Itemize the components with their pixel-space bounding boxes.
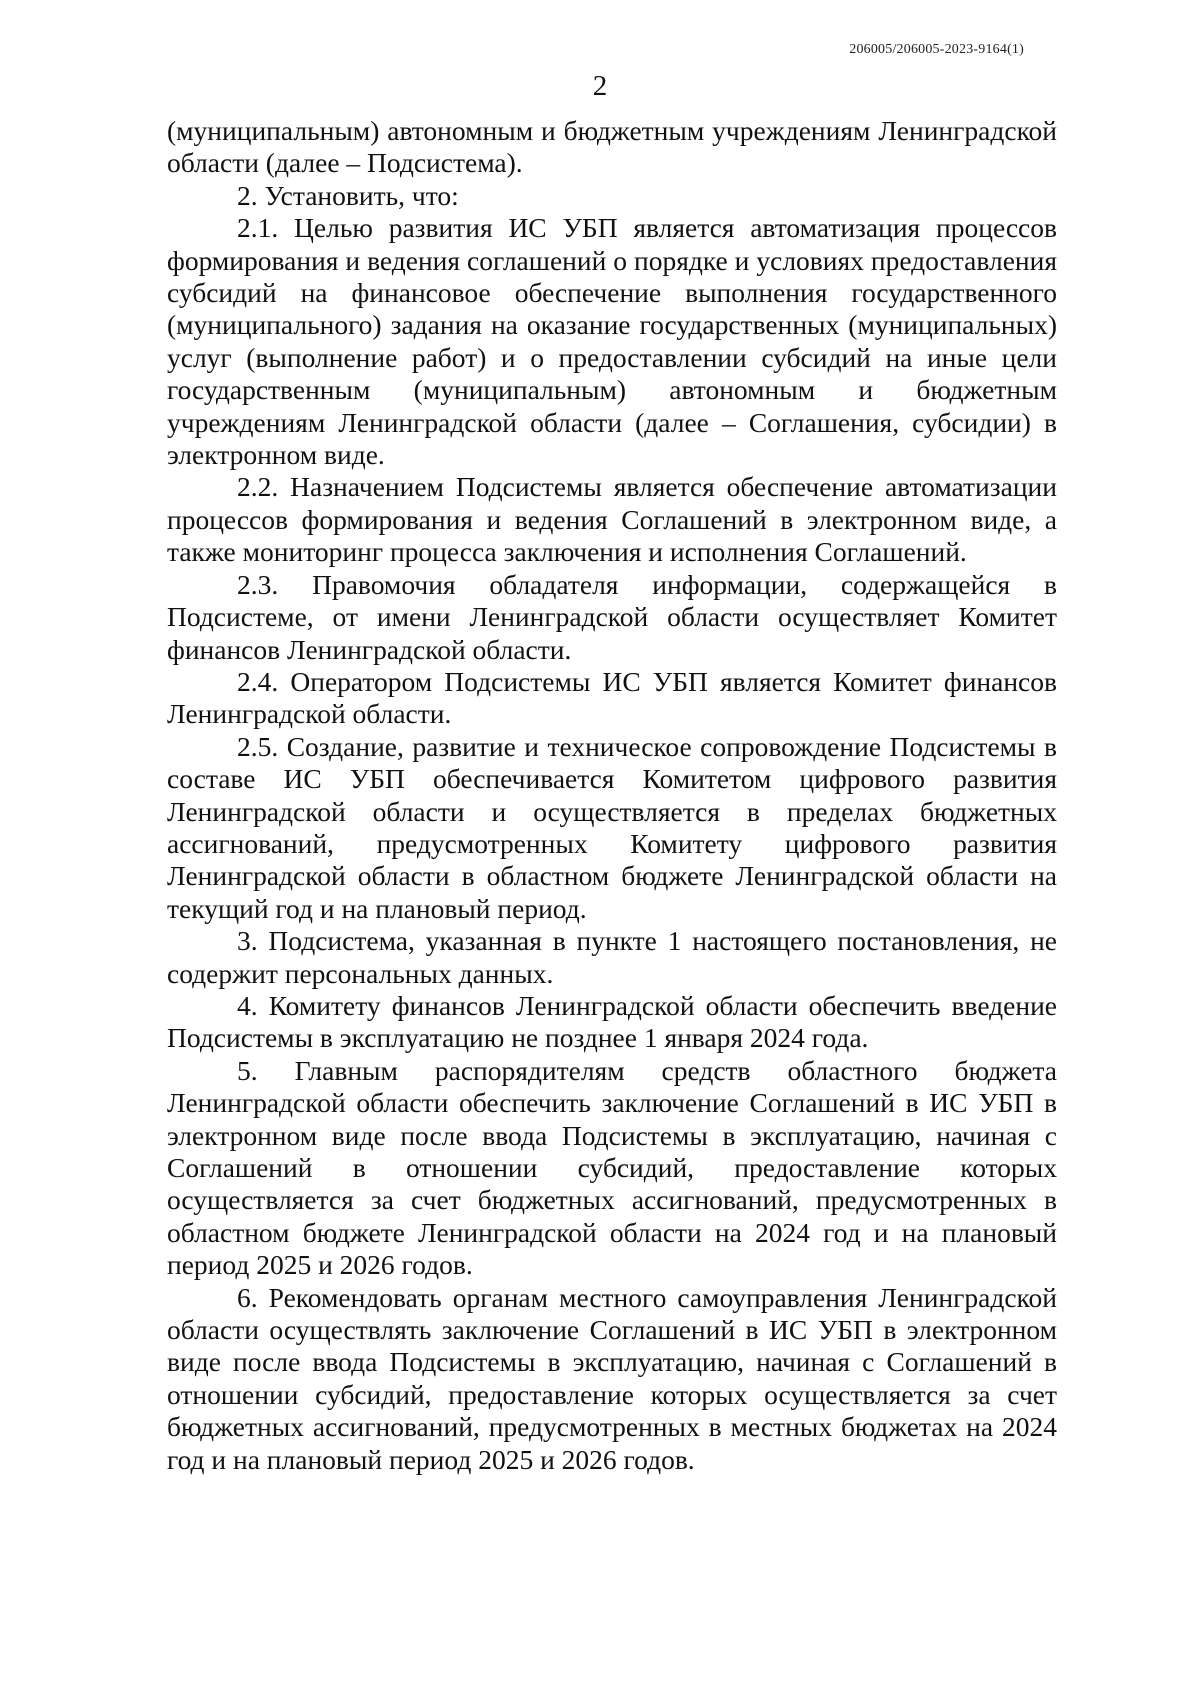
paragraph-2: 2. Установить, что: <box>237 179 459 211</box>
paragraph-2-4: 2.4. Оператором Подсистемы ИС УБП является Комитет финансов Ленинградской области. <box>167 665 1057 730</box>
paragraph-2-3: 2.3. Правомочия обладателя информации, содержащейся в Подсистеме, от имени Ленинградской области осуществляет Комитет финансов Ленинградской области. <box>167 568 1057 665</box>
document-registration-number: 206005/206005-2023-9164(1) <box>849 42 1024 57</box>
paragraph-4: 4. Комитету финансов Ленинградской области обеспечить введение Подсистемы в эксплуатацию не позднее 1 января 2024 года. <box>167 989 1057 1054</box>
paragraph-intro-continuation: (муниципальным) автономным и бюджетным учреждениям Ленинградской области (далее – Подсистема). <box>167 115 1057 179</box>
paragraph-2-5: 2.5. Создание, развитие и техническое сопровождение Подсистемы в составе ИС УБП обеспечивается Комитетом цифрового развития Ленинградской области и осуществляется в пределах бюджетных ассигнований, предусмотренных Комитету цифрового развития Ленинградской области в областном бюджете Ленинградской области на текущий год и на плановый период. <box>167 730 1057 924</box>
paragraph-2-2: 2.2. Назначением Подсистемы является обеспечение автоматизации процессов формирования и ведения Соглашений в электронном виде, а также мониторинг процесса заключения и исполнения Соглашений. <box>167 471 1057 568</box>
paragraph-2-1: 2.1. Целью развития ИС УБП является автоматизация процессов формирования и ведения соглашений о порядке и условиях предоставления субсидий на финансовое обеспечение выполнения государственного (муниципального) задания на оказание государственных (муниципальных) услуг (выполнение работ) и о предоставлении субсидий на иные цели государственным (муниципальным) автономным и бюджетным учреждениям Ленинградской области (далее – Соглашения, субсидии) в электронном виде. <box>167 212 1057 471</box>
paragraph-3: 3. Подсистема, указанная в пункте 1 настоящего постановления, не содержит персональных данных. <box>167 925 1057 989</box>
paragraph-6: 6. Рекомендовать органам местного самоуправления Ленинградской области осуществлять заключение Соглашений в ИС УБП в электронном виде после ввода Подсистемы в эксплуатацию, начиная с Соглашений в отношении субсидий, предоставление которых осуществляется за счет бюджетных ассигнований, предусмотренных в местных бюджетах на 2024 год и на плановый период 2025 и 2026 годов. <box>167 1281 1057 1475</box>
document-body <box>167 115 1057 1476</box>
page-number: 2 <box>592 70 608 102</box>
paragraph-5: 5. Главным распорядителям средств областного бюджета Ленинградской области обеспечить заключение Соглашений в ИС УБП в электронном виде после ввода Подсистемы в эксплуатацию, начиная с Соглашений в отношении субсидий, предоставление которых осуществляется за счет бюджетных ассигнований, предусмотренных в областном бюджете Ленинградской области на 2024 год и на плановый период 2025 и 2026 годов. <box>167 1054 1057 1281</box>
